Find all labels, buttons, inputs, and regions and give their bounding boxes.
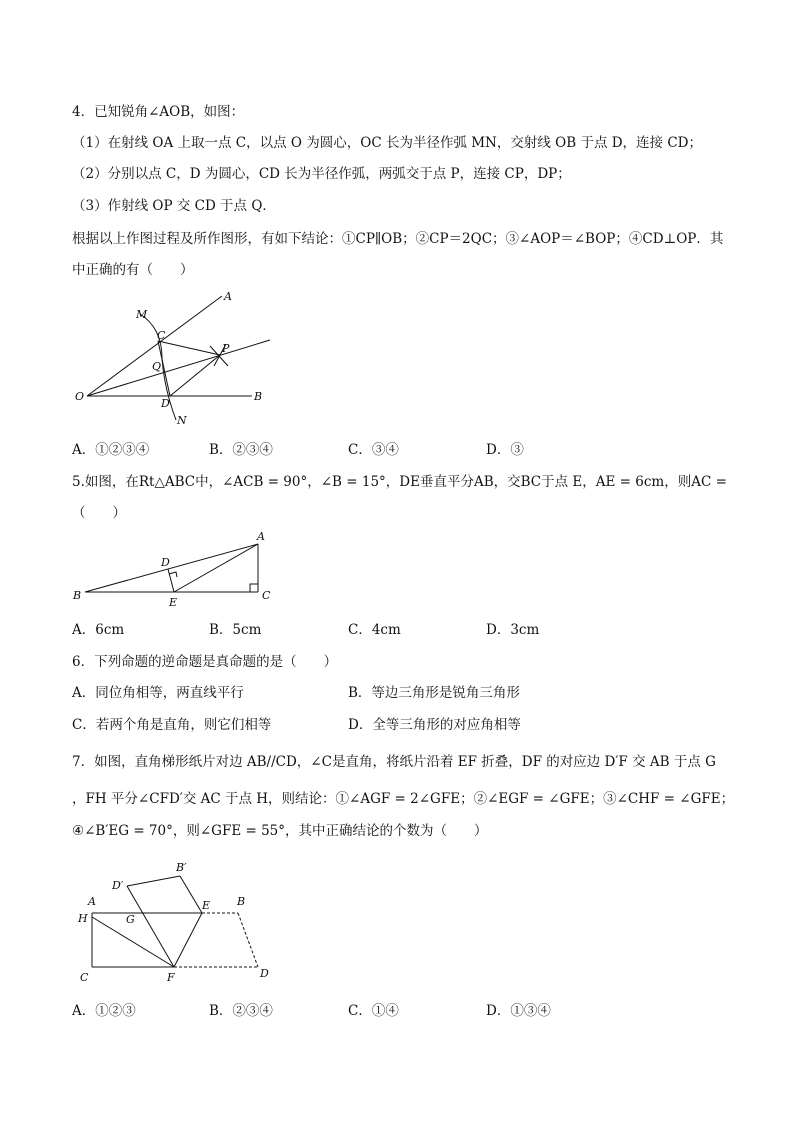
- q4-conclusion-line2: 中正确的有（ ）: [72, 262, 194, 278]
- q5-label-C: C: [262, 589, 271, 602]
- q4-option-b[interactable]: B．②③④: [209, 442, 273, 458]
- q7-label-A: A: [88, 895, 96, 908]
- q7-option-c[interactable]: C．①④: [348, 1003, 399, 1019]
- q4-conclusion-line1: 根据以上作图过程及所作图形，有如下结论：①CP∥OB；②CP＝2QC；③∠AOP＝∠BOP；④CD⊥OP．其: [72, 231, 724, 247]
- q5-option-d[interactable]: D．3cm: [486, 622, 540, 638]
- q4-figure: [70, 288, 290, 438]
- q7-label-B: B: [237, 895, 246, 908]
- q6-stem: 6．下列命题的逆命题是真命题的是（ ）: [72, 654, 338, 670]
- q7-stem-line3: ④∠B′EG = 70°，则∠GFE = 55°，其中正确结论的个数为（ ）: [72, 823, 488, 839]
- q7-label-E: E: [202, 899, 211, 912]
- q7-label-C: C: [80, 971, 89, 984]
- q7-stem-line2: ，FH 平分∠CFD′交 AC 于点 H，则结论：①∠AGF = 2∠GFE；②∠EGF = ∠GFE；③∠CHF = ∠GFE；: [72, 791, 735, 807]
- q5-option-a[interactable]: A．6cm: [72, 622, 125, 638]
- q7-label-F: F: [167, 971, 175, 984]
- q7-option-a[interactable]: A．①②③: [72, 1003, 136, 1019]
- q5-stem: 5.如图，在Rt△ABC中，∠ACB = 90°，∠B = 15°，DE垂直平分AB，交BC于点 E，AE = 6cm，则AC =: [72, 474, 727, 490]
- q5-figure: [70, 530, 290, 610]
- q4-label-M: M: [136, 308, 148, 321]
- q4-step1: （1）在射线 OA 上取一点 C，以点 O 为圆心，OC 长为半径作弧 MN，交射线 OB 于点 D，连接 CD；: [72, 135, 703, 151]
- q7-option-d[interactable]: D．①③④: [486, 1003, 551, 1019]
- q5-stem-paren: （ ）: [72, 505, 126, 521]
- q7-label-G: G: [126, 913, 135, 926]
- q4-label-N: N: [177, 414, 187, 427]
- q6-option-b[interactable]: B．等边三角形是锐角三角形: [348, 685, 520, 701]
- q5-label-A: A: [257, 530, 265, 543]
- q6-option-a[interactable]: A．同位角相等，两直线平行: [72, 685, 244, 701]
- q7-option-b[interactable]: B．②③④: [209, 1003, 273, 1019]
- q5-label-D: D: [161, 556, 170, 569]
- q7-label-D-prime: D′: [112, 879, 124, 892]
- q6-option-c[interactable]: C．若两个角是直角，则它们相等: [72, 717, 272, 733]
- q5-label-E: E: [169, 596, 178, 609]
- q4-label-P: P: [222, 342, 230, 355]
- q4-option-a[interactable]: A．①②③④: [72, 442, 150, 458]
- q4-label-Q: Q: [152, 360, 162, 373]
- q6-option-d[interactable]: D．全等三角形的对应角相等: [348, 717, 521, 733]
- q4-step3: （3）作射线 OP 交 CD 于点 Q．: [72, 198, 276, 214]
- q5-option-c[interactable]: C．4cm: [348, 622, 401, 638]
- q4-label-D: D: [161, 397, 170, 410]
- q7-stem-line1: 7．如图，直角梯形纸片对边 AB//CD，∠C是直角，将纸片沿着 EF 折叠，DF 的对应边 D′F 交 AB 于点 G: [72, 754, 716, 770]
- q4-step2: （2）分别以点 C，D 为圆心，CD 长为半径作弧，两弧交于点 P，连接 CP，DP；: [72, 166, 571, 182]
- q7-label-B-prime: B′: [176, 861, 187, 874]
- q4-option-d[interactable]: D．③: [486, 442, 524, 458]
- q7-label-H: H: [78, 912, 88, 925]
- q5-option-b[interactable]: B．5cm: [209, 622, 262, 638]
- q7-label-D: D: [260, 967, 269, 980]
- q4-label-A: A: [224, 290, 232, 303]
- q4-option-c[interactable]: C．③④: [348, 442, 399, 458]
- q4-label-O: O: [75, 390, 85, 403]
- q4-label-B: B: [254, 390, 263, 403]
- q4-label-C: C: [157, 329, 166, 342]
- q4-stem: 4．已知锐角∠AOB，如图：: [72, 104, 245, 120]
- q5-label-B: B: [73, 589, 82, 602]
- q7-figure: [70, 855, 290, 995]
